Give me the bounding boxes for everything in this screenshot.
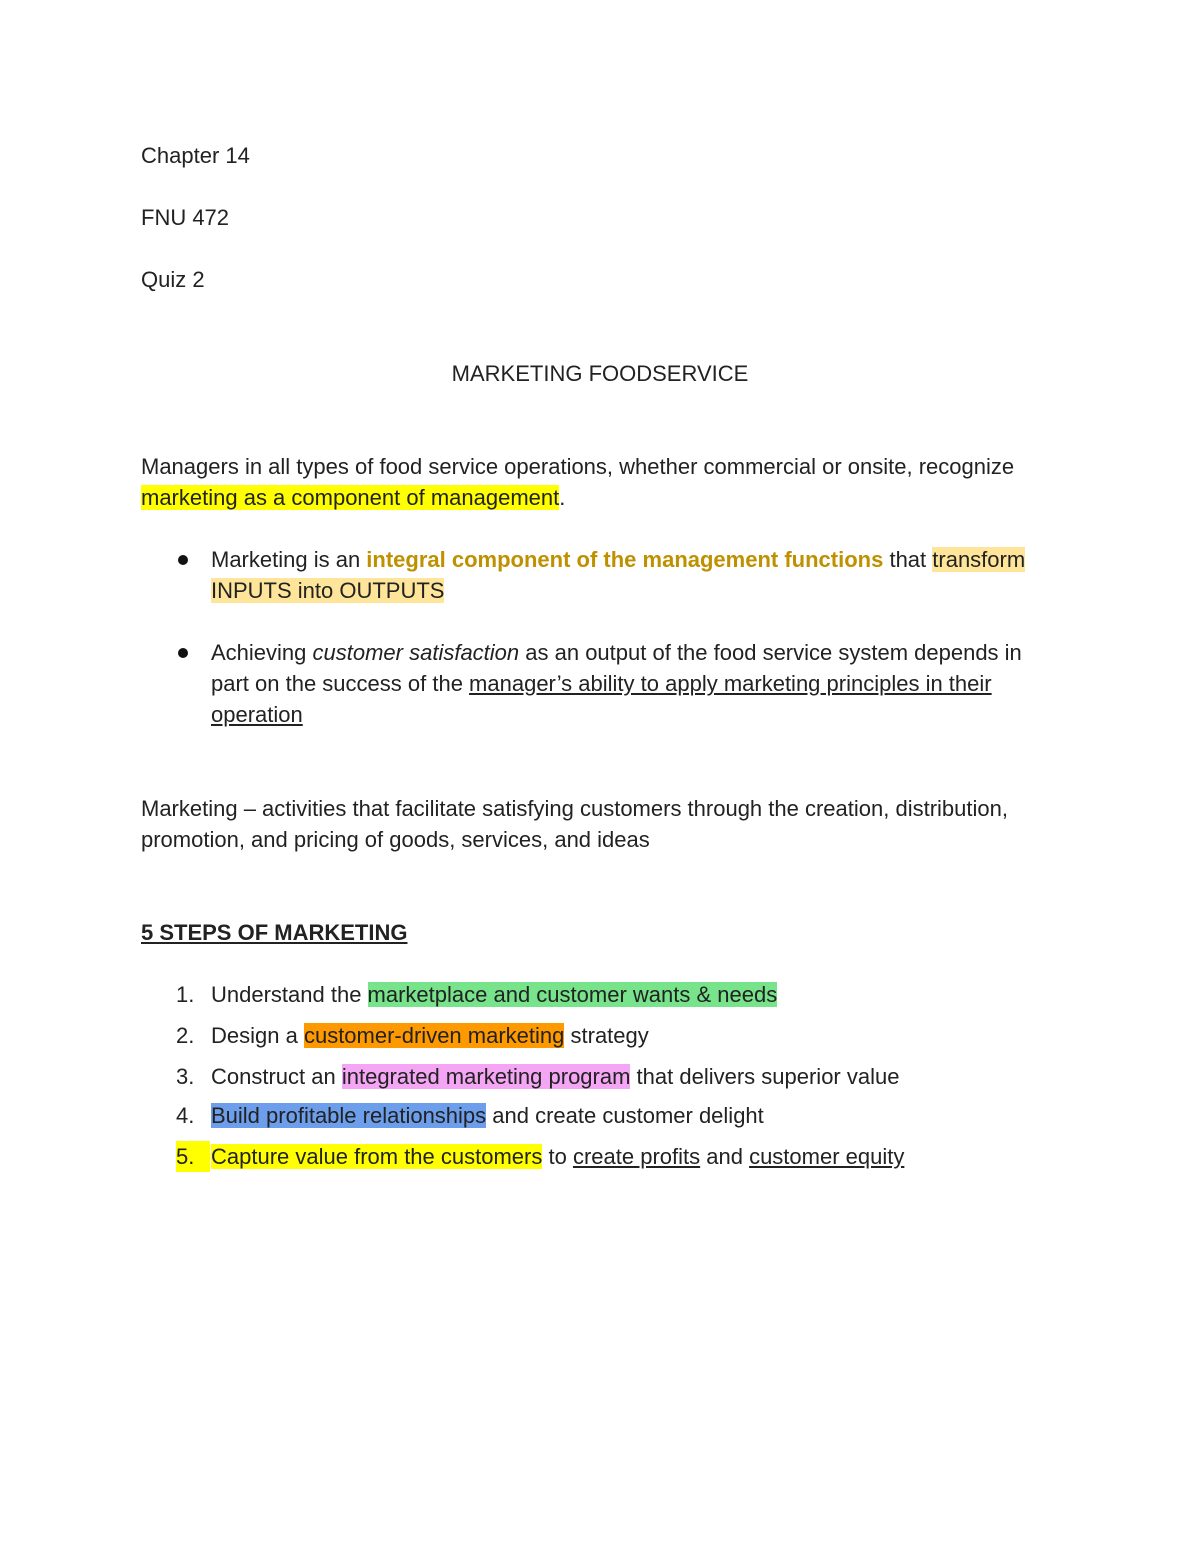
bullet-item-2 bbox=[211, 637, 1061, 730]
bullet-2-italic: customer satisfaction bbox=[312, 640, 520, 665]
bullet-1-mid: that bbox=[883, 547, 933, 572]
chapter-label: Chapter 14 bbox=[141, 143, 250, 168]
definition-paragraph: Marketing – activities that facilitate satisfying customers through the creation, distribution, promotion, and pricing of goods, services, and ideas bbox=[141, 796, 1008, 852]
step-highlight: integrated marketing program bbox=[341, 1064, 631, 1089]
step-post: to bbox=[542, 1144, 573, 1169]
step-highlight: customer-driven marketing bbox=[303, 1023, 565, 1048]
step-pre: Design a bbox=[211, 1023, 304, 1048]
bullet-dot-icon bbox=[178, 555, 188, 565]
step-post: and create customer delight bbox=[486, 1103, 764, 1128]
bullet-1-pre: Marketing is an bbox=[211, 547, 367, 572]
bullet-dot-icon bbox=[178, 648, 188, 658]
intro-paragraph bbox=[141, 451, 1061, 513]
step-text bbox=[211, 1061, 899, 1092]
steps-heading: 5 STEPS OF MARKETING bbox=[141, 920, 408, 945]
intro-highlight: marketing as a component of management bbox=[141, 485, 560, 510]
step-text bbox=[211, 1141, 904, 1172]
bullet-1-emphasis: integral component of the management functions bbox=[366, 547, 884, 572]
step-underline-profits: create profits bbox=[572, 1144, 701, 1169]
course-label: FNU 472 bbox=[141, 205, 230, 230]
bullet-2-mid: as an output of the food service system depends in part on the success of the bbox=[211, 640, 1022, 696]
step-number: 4. bbox=[176, 1103, 195, 1128]
intro-text: Managers in all types of food service operations, whether commercial or onsite, recognize bbox=[141, 454, 1015, 479]
step-text bbox=[211, 1100, 764, 1131]
step-number: 1. bbox=[176, 982, 195, 1007]
step-text bbox=[211, 1020, 649, 1051]
step-number: 2. bbox=[176, 1023, 195, 1048]
step-number: 5. bbox=[176, 1141, 210, 1172]
intro-period: . bbox=[559, 485, 566, 510]
step-underline-equity: customer equity bbox=[749, 1144, 905, 1169]
step-post: that delivers superior value bbox=[630, 1064, 900, 1089]
step-highlight: Capture value from the customers bbox=[211, 1144, 543, 1169]
bullet-2-underline: manager’s ability to apply marketing principles in their operation bbox=[211, 671, 992, 727]
step-highlight: marketplace and customer wants & needs bbox=[367, 982, 778, 1007]
step-highlight: Build profitable relationships bbox=[211, 1103, 487, 1128]
step-number: 3. bbox=[176, 1064, 195, 1089]
step-pre: Construct an bbox=[211, 1064, 342, 1089]
bullet-2-pre: Achieving bbox=[211, 640, 313, 665]
step-post: strategy bbox=[564, 1023, 649, 1048]
page-title: MARKETING FOODSERVICE bbox=[451, 361, 749, 386]
step-text bbox=[211, 979, 777, 1010]
step-pre: Understand the bbox=[211, 982, 368, 1007]
bullet-item-1 bbox=[211, 544, 1061, 606]
step-mid: and bbox=[700, 1144, 750, 1169]
bullet-1-highlight: transform INPUTS into OUTPUTS bbox=[211, 547, 1026, 603]
quiz-label: Quiz 2 bbox=[141, 267, 205, 292]
